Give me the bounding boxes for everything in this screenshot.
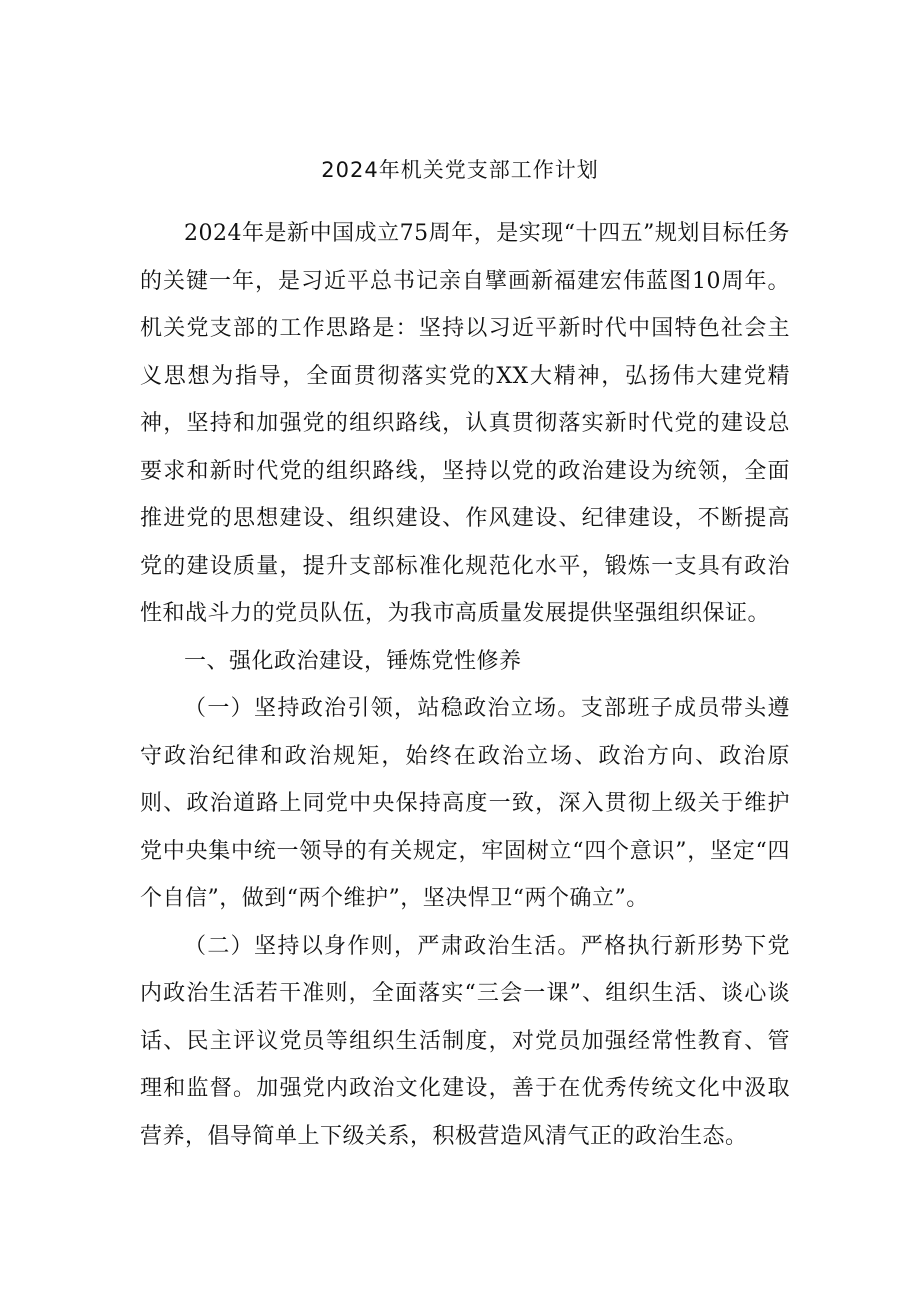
intro-paragraph: 2024年是新中国成立75周年，是实现“十四五”规划目标任务的关键一年，是习近平总书记亲自擘画新福建宏伟蓝图10周年。机关党支部的工作思路是：坚持以习近平新时代中国特色社会主义思想为指导，全面贯彻落实党的XX大精神，弘扬伟大建党精神，坚持和加强党的组织路线，认真贯彻落实新时代党的建设总要求和新时代党的组织路线，坚持以党的政治建设为统领，全面推进党的思想建设、组织建设、作风建设、纪律建设，不断提高党的建设质量，提升支部标准化规范化水平，锻炼一支具有政治性和战斗力的党员队伍，为我市高质量发展提供坚强组织保证。 <box>140 221 790 626</box>
subsection-paragraph-1: （一）坚持政治引领，站稳政治立场。支部班子成员带头遵守政治纪律和政治规矩，始终在政治立场、政治方向、政治原则、政治道路上同党中央保持高度一致，深入贯彻上级关于维护党中央集中统一领导的有关规定，牢固树立“四个意识”，坚定“四个自信”，做到“两个维护”，坚决悍卫“两个确立”。 <box>140 696 790 911</box>
section-heading-1: 一、强化政治建设，锤炼党性修养 <box>184 648 522 674</box>
document-title: 2024年机关党支部工作计划 <box>321 158 599 182</box>
subsection-paragraph-2: （二）坚持以身作则，严肃政治生活。严格执行新形势下党内政治生活若干准则，全面落实“三会一课”、组织生活、谈心谈话、民主评议党员等组织生活制度，对党员加强经常性教育、管理和监督。加强党内政治文化建设，善于在优秀传统文化中汲取营养，倡导简单上下级关系，积极营造风清气正的政治生态。 <box>140 933 790 1149</box>
document-body <box>140 210 790 1160</box>
